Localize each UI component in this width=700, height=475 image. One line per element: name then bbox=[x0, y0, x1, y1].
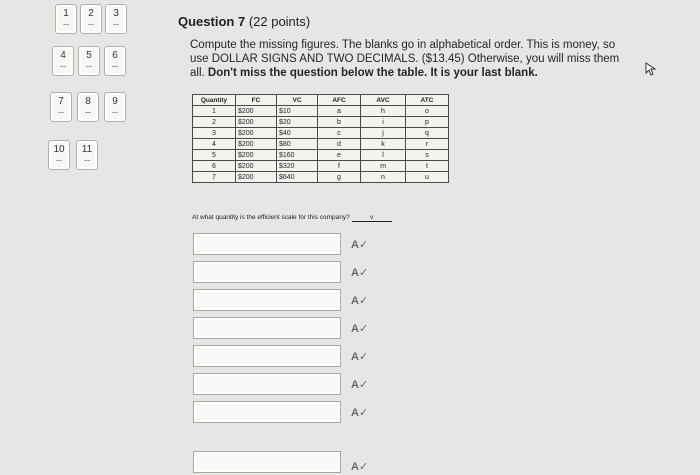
cost-table bbox=[192, 94, 449, 183]
cell-vc: $320 bbox=[277, 161, 318, 172]
nav-question-4[interactable]: 4 -- bbox=[52, 46, 74, 76]
cell-quantity: 2 bbox=[193, 117, 236, 128]
cell-atc: o bbox=[406, 106, 449, 117]
answer-box-3[interactable] bbox=[193, 289, 341, 311]
followup-text: At what quantity is the efficient scale for this company? bbox=[192, 214, 350, 221]
answer-input-3[interactable] bbox=[194, 291, 340, 311]
question-instructions bbox=[190, 38, 630, 80]
answer-input-8[interactable] bbox=[194, 453, 340, 473]
instruction-text: Compute the missing figures. The blanks go in alphabetical order. This is money, so use DOLLAR SIGNS AND TWO DECIMALS. ($13.45) Otherwise, you will miss them all. bbox=[190, 39, 620, 79]
spellcheck-icon[interactable]: A✓ bbox=[351, 239, 369, 251]
table-row bbox=[193, 117, 449, 128]
spellcheck-icon[interactable]: A✓ bbox=[351, 461, 369, 473]
nav-question-1[interactable]: 1 -- bbox=[55, 4, 77, 34]
cell-avc: n bbox=[361, 172, 406, 183]
cell-fc: $200 bbox=[236, 128, 277, 139]
answer-box-8[interactable] bbox=[193, 451, 341, 473]
answer-box-6[interactable] bbox=[193, 373, 341, 395]
cell-vc: $160 bbox=[277, 150, 318, 161]
cell-quantity: 5 bbox=[193, 150, 236, 161]
cell-quantity: 3 bbox=[193, 128, 236, 139]
answer-input-1[interactable] bbox=[194, 235, 340, 255]
cell-atc: t bbox=[406, 161, 449, 172]
cell-avc: l bbox=[361, 150, 406, 161]
cell-quantity: 7 bbox=[193, 172, 236, 183]
header-atc: ATC bbox=[406, 95, 449, 106]
nav-question-11[interactable]: 11 -- bbox=[76, 140, 98, 170]
cell-avc: j bbox=[361, 128, 406, 139]
spellcheck-icon[interactable]: A✓ bbox=[351, 351, 369, 363]
cell-vc: $80 bbox=[277, 139, 318, 150]
cell-afc: d bbox=[318, 139, 361, 150]
table-row bbox=[193, 172, 449, 183]
answer-input-5[interactable] bbox=[194, 347, 340, 367]
spellcheck-icon[interactable]: A✓ bbox=[351, 295, 369, 307]
spellcheck-icon[interactable]: A✓ bbox=[351, 407, 369, 419]
cell-afc: c bbox=[318, 128, 361, 139]
nav-question-6[interactable]: 6 -- bbox=[104, 46, 126, 76]
nav-question-10[interactable]: 10 -- bbox=[48, 140, 70, 170]
followup-question bbox=[192, 214, 392, 222]
header-afc: AFC bbox=[318, 95, 361, 106]
cell-fc: $200 bbox=[236, 150, 277, 161]
cell-fc: $200 bbox=[236, 106, 277, 117]
spellcheck-icon[interactable]: A✓ bbox=[351, 267, 369, 279]
cell-fc: $200 bbox=[236, 117, 277, 128]
cell-atc: s bbox=[406, 150, 449, 161]
nav-question-5[interactable]: 5 -- bbox=[78, 46, 100, 76]
nav-question-9[interactable]: 9 -- bbox=[104, 92, 126, 122]
cell-atc: q bbox=[406, 128, 449, 139]
cell-quantity: 6 bbox=[193, 161, 236, 172]
cell-afc: a bbox=[318, 106, 361, 117]
answer-box-7[interactable] bbox=[193, 401, 341, 423]
cell-avc: h bbox=[361, 106, 406, 117]
cell-fc: $200 bbox=[236, 172, 277, 183]
answer-input-7[interactable] bbox=[194, 403, 340, 423]
answer-input-2[interactable] bbox=[194, 263, 340, 283]
nav-question-3[interactable]: 3 -- bbox=[105, 4, 127, 34]
mouse-cursor-icon bbox=[644, 62, 658, 76]
table-row bbox=[193, 161, 449, 172]
question-number: Question 7 bbox=[178, 14, 246, 29]
table-row bbox=[193, 139, 449, 150]
cell-fc: $200 bbox=[236, 161, 277, 172]
answer-box-1[interactable] bbox=[193, 233, 341, 255]
cell-afc: f bbox=[318, 161, 361, 172]
answer-box-5[interactable] bbox=[193, 345, 341, 367]
cell-atc: r bbox=[406, 139, 449, 150]
cell-quantity: 1 bbox=[193, 106, 236, 117]
header-vc: VC bbox=[277, 95, 318, 106]
cell-quantity: 4 bbox=[193, 139, 236, 150]
nav-question-7[interactable]: 7 -- bbox=[50, 92, 72, 122]
answer-input-4[interactable] bbox=[194, 319, 340, 339]
cell-afc: e bbox=[318, 150, 361, 161]
cell-avc: i bbox=[361, 117, 406, 128]
cell-atc: p bbox=[406, 117, 449, 128]
cell-atc: u bbox=[406, 172, 449, 183]
header-quantity: Quantity bbox=[193, 95, 236, 106]
cell-vc: $20 bbox=[277, 117, 318, 128]
cell-afc: g bbox=[318, 172, 361, 183]
nav-question-2[interactable]: 2 -- bbox=[80, 4, 102, 34]
table-header-row bbox=[193, 95, 449, 106]
answer-box-4[interactable] bbox=[193, 317, 341, 339]
instruction-bold-text: Don't miss the question below the table. It is your last blank. bbox=[207, 67, 538, 79]
table-row bbox=[193, 150, 449, 161]
cell-vc: $10 bbox=[277, 106, 318, 117]
answer-box-2[interactable] bbox=[193, 261, 341, 283]
nav-question-8[interactable]: 8 -- bbox=[77, 92, 99, 122]
header-avc: AVC bbox=[361, 95, 406, 106]
question-title bbox=[178, 14, 310, 29]
table-row bbox=[193, 106, 449, 117]
header-fc: FC bbox=[236, 95, 277, 106]
spellcheck-icon[interactable]: A✓ bbox=[351, 379, 369, 391]
question-points: (22 points) bbox=[248, 14, 311, 29]
cell-avc: m bbox=[361, 161, 406, 172]
cell-fc: $200 bbox=[236, 139, 277, 150]
cell-vc: $40 bbox=[277, 128, 318, 139]
answer-input-6[interactable] bbox=[194, 375, 340, 395]
cell-avc: k bbox=[361, 139, 406, 150]
cell-vc: $640 bbox=[277, 172, 318, 183]
table-row bbox=[193, 128, 449, 139]
followup-blank: v bbox=[352, 214, 392, 222]
spellcheck-icon[interactable]: A✓ bbox=[351, 323, 369, 335]
cell-afc: b bbox=[318, 117, 361, 128]
